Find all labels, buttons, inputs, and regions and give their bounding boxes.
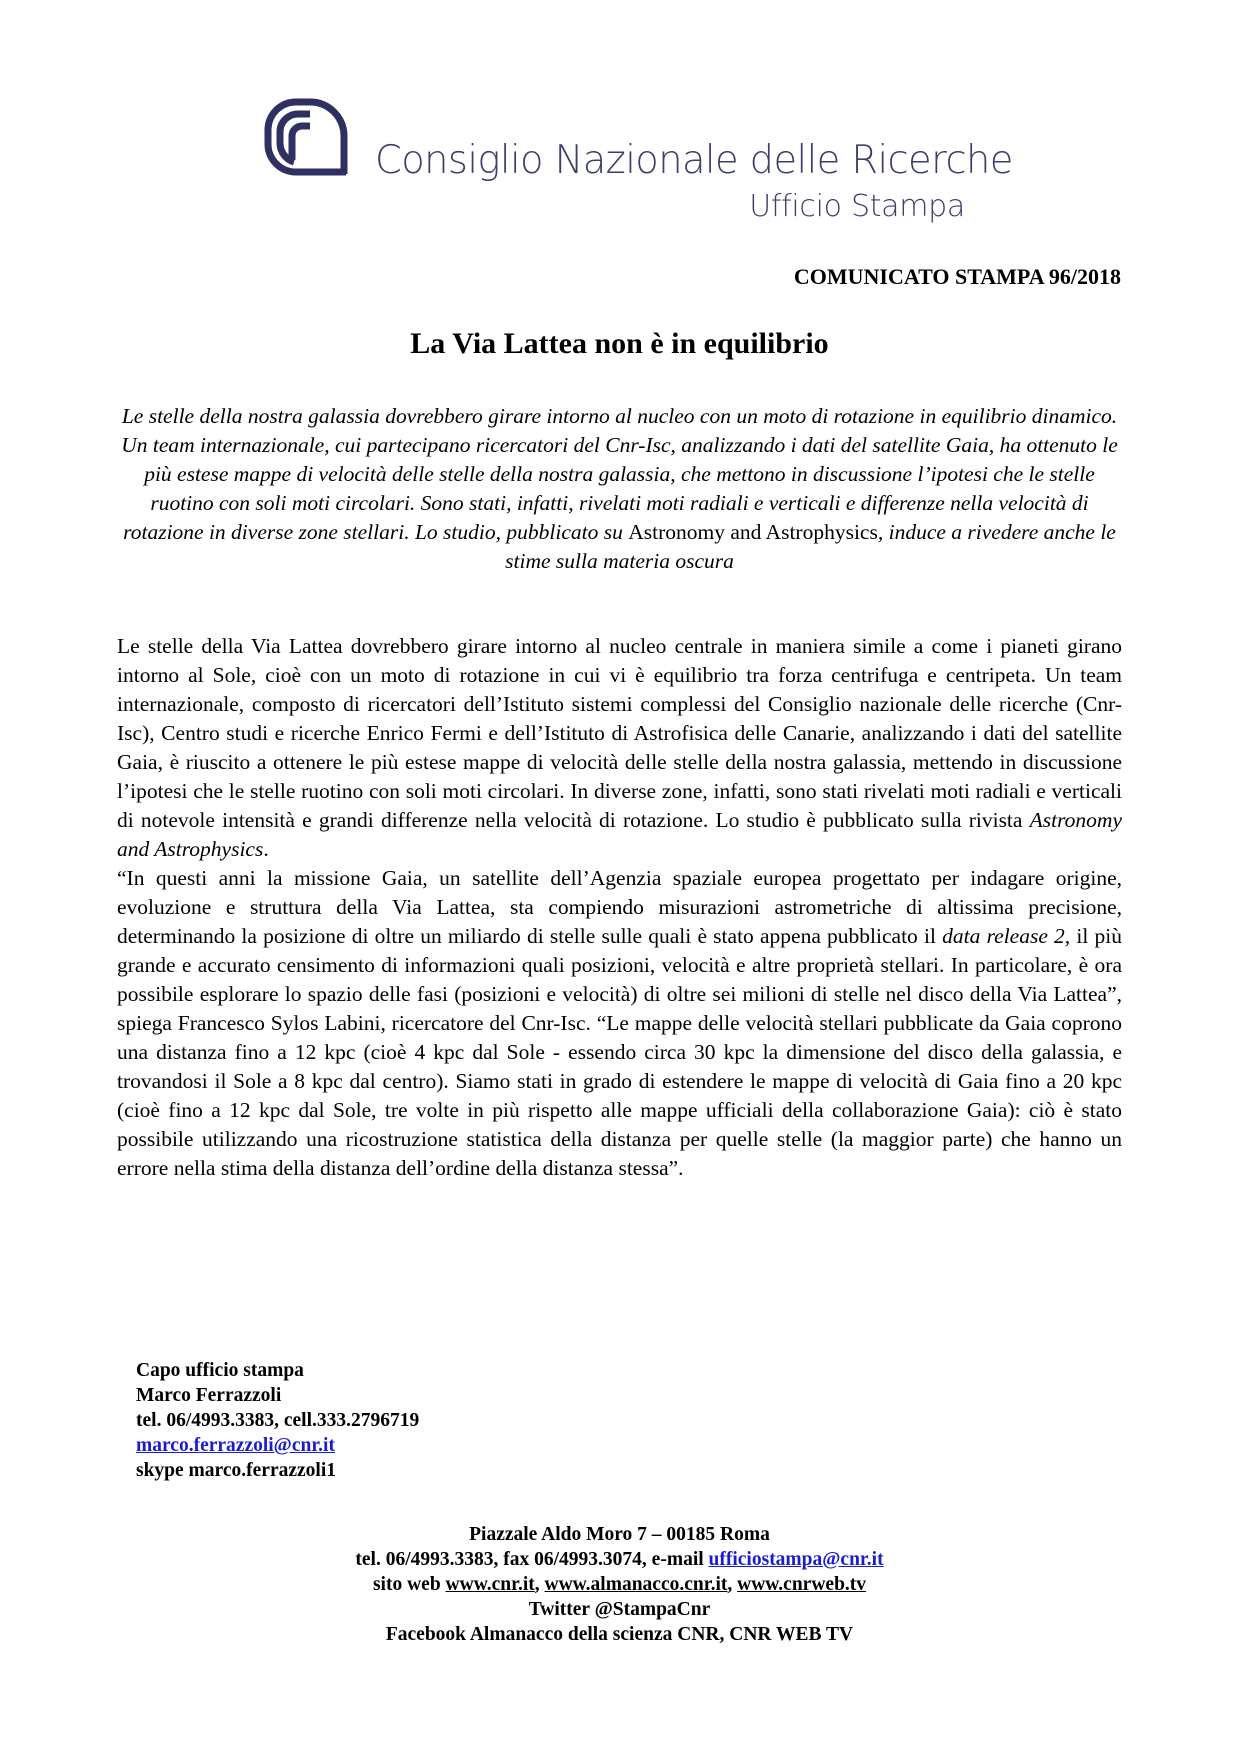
body-paragraph-1-text: Le stelle della Via Lattea dovrebbero girare intorno al nucleo centrale in maniera simile a come i pianeti girano intorno al Sole, cioè con un moto di rotazione in cui vi è equilibrio tra forza centrifuga e centripeta. Un team internazionale, composto di ricercatori dell’Istituto sistemi complessi del Consiglio nazionale delle ricerche (Cnr-Isc), Centro studi e ricerche Enrico Fermi e dell’Istituto di Astrofisica delle Canarie, analizzando i dati del satellite Gaia, è riuscito a ottenere le più estese mappe di velocità delle stelle della nostra galassia, mettendo in discussione l’ipotesi che le stelle ruotino con soli moti circolari. In diverse zone, infatti, sono stati rivelati moti radiali e verticali di notevole intensità e grandi differenze nella velocità di rotazione. Lo studio è pubblicato sulla rivista <box>117 634 1122 832</box>
website-link-almanacco[interactable]: www.almanacco.cnr.it <box>544 1574 728 1595</box>
body-paragraph-2-end: il più grande e accurato censimento di informazioni quali posizioni, velocità e altre proprietà stellari. In particolare, è ora possibile esplorare lo spazio delle fasi (posizioni e velocità) di oltre sei milioni di stelle nel disco della Via Lattea”, spiega Francesco Sylos Labini, ricercatore del Cnr-Isc. “Le mappe delle velocità stellari pubblicate da Gaia coprono una distanza fino a 12 kpc (cioè 4 kpc dal Sole - essendo circa 30 kpc la dimensione del disco della galassia, e trovandosi il Sole a 8 kpc dal centro). Siamo stati in grado di estendere le mappe di velocità di Gaia fino a 20 kpc (cioè fino a 12 kpc dal Sole, tre volte in più rispetto alle mappe ufficiali della collaborazione Gaia): ciò è stato possibile utilizzando una ricostruzione statistica della distanza per quelle stelle (la maggior parte) che hanno un errore nella stima della distanza dell’ordine della distanza stessa”. <box>117 924 1122 1180</box>
footer-address: Piazzale Aldo Moro 7 – 00185 Roma <box>469 1524 770 1545</box>
footer-web-label: sito web <box>372 1574 446 1595</box>
cnr-logo-icon <box>262 96 352 180</box>
page-title: La Via Lattea non è in equilibrio <box>410 327 829 360</box>
body-text <box>117 632 1122 1183</box>
contact-skype: skype marco.ferrazzoli1 <box>136 1460 336 1481</box>
footer-email-link[interactable]: ufficiostampa@cnr.it <box>708 1549 884 1570</box>
separator: , <box>727 1574 738 1595</box>
release-number: COMUNICATO STAMPA 96/2018 <box>793 264 1121 289</box>
body-paragraph-2-start: “In questi anni la missione Gaia, un satellite dell’Agenzia spaziale europea progettato per indagare origine, evoluzione e struttura della Via Lattea, sta compiendo misurazioni astrometriche di altissima precisione, determinando la posizione di oltre un miliardo di stelle sulle quali è stato appena pubblicato il <box>117 866 1122 948</box>
contact-phones: tel. 06/4993.3383, cell.333.2796719 <box>136 1410 420 1431</box>
lead-paragraph <box>117 402 1122 576</box>
body-paragraph-2 <box>117 864 1122 1183</box>
data-release-term: data release 2, <box>942 924 1071 948</box>
press-contact <box>136 1358 419 1483</box>
footer <box>0 1522 1239 1647</box>
footer-tel-fax-text: tel. 06/4993.3383, fax 06/4993.3074, e-mail <box>355 1549 709 1570</box>
contact-name: Marco Ferrazzoli <box>136 1385 282 1406</box>
website-link-cnr[interactable]: www.cnr.it <box>445 1574 535 1595</box>
website-link-cnrweb[interactable]: www.cnrweb.tv <box>737 1574 867 1595</box>
office-name: Ufficio Stampa <box>749 189 965 224</box>
footer-tel-fax <box>0 1547 1239 1572</box>
body-paragraph-1 <box>117 632 1122 864</box>
separator: , <box>534 1574 545 1595</box>
contact-email-link[interactable]: marco.ferrazzoli@cnr.it <box>136 1435 335 1456</box>
body-paragraph-1-end: . <box>263 837 269 861</box>
organization-name: Consiglio Nazionale delle Ricerche <box>375 138 1013 183</box>
footer-twitter: Twitter @StampaCnr <box>528 1599 711 1620</box>
lead-text-1: Le stelle della nostra galassia dovrebbero girare intorno al nucleo con un moto di rotazione in equilibrio dinamico. Un team internazionale, cui partecipano ricercatori del Cnr-Isc, analizzando i dati del satellite Gaia, ha ottenuto le più estese mappe di velocità delle stelle della nostra galassia, che mettono in discussione l’ipotesi che le stelle ruotino con soli moti circolari. Sono stati, infatti, rivelati moti radiali e verticali e differenze nella velocità di rotazione in diverse zone stellari. Lo studio, pubblicato su <box>121 404 1118 544</box>
footer-facebook: Facebook Almanacco della scienza CNR, CNR WEB TV <box>385 1624 854 1645</box>
lead-text-2: , induce a rivedere anche le stime sulla materia oscura <box>505 520 1116 573</box>
lead-journal-name: Astronomy and Astrophysics <box>628 520 878 544</box>
footer-websites <box>0 1572 1239 1597</box>
contact-role: Capo ufficio stampa <box>136 1360 304 1381</box>
journal-name: Astronomy and Astrophysics <box>117 808 1122 861</box>
